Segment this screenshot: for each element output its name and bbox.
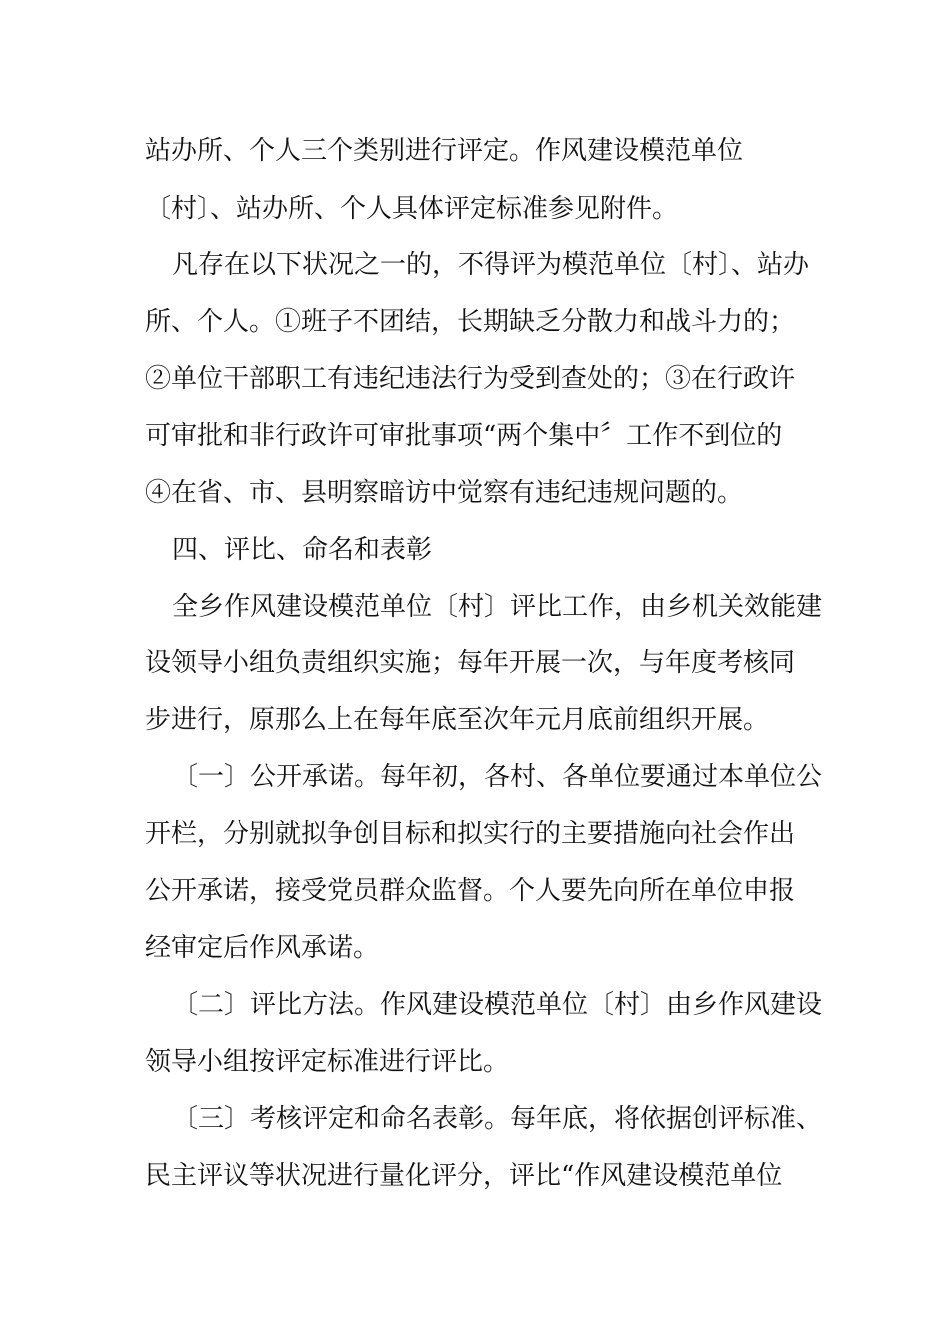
text-line: 可审批和非行政许可审批事项“两个集中〞工作不到位的 bbox=[145, 421, 783, 451]
text-line: 经审定后作风承诺。 bbox=[145, 933, 380, 963]
text-line: ②单位干部职工有违纪违法行为受到查处的；③在行政许 bbox=[145, 364, 796, 394]
paragraph-start-line: 凡存在以下状况之一的，不得评为模范单位〔村〕、站办 bbox=[172, 250, 810, 280]
text-line: 设领导小组负责组织实施；每年开展一次，与年度考核同 bbox=[145, 648, 796, 678]
text-line: 站办所、个人三个类别进行评定。作风建设模范单位 bbox=[145, 136, 744, 166]
paragraph-start-line: 〔二〕评比方法。作风建设模范单位〔村〕由乡作风建设 bbox=[172, 990, 823, 1020]
text-line: 所、个人。①班子不团结，长期缺乏分散力和战斗力的； bbox=[145, 307, 796, 337]
text-line: 领导小组按评定标准进行评比。 bbox=[145, 1047, 510, 1077]
paragraph-start-line: 〔三〕考核评定和命名表彰。每年底，将依据创评标准、 bbox=[172, 1104, 823, 1134]
text-line: 民主评议等状况进行量化评分，评比“作风建设模范单位 bbox=[145, 1161, 783, 1191]
text-line: 〔村〕、站办所、个人具体评定标准参见附件。 bbox=[145, 194, 679, 224]
text-line: ④在省、市、县明察暗访中觉察有违纪违规问题的。 bbox=[145, 478, 744, 508]
paragraph-start-line: 〔一〕公开承诺。每年初，各村、各单位要通过本单位公 bbox=[172, 762, 823, 792]
paragraph-start-line: 全乡作风建设模范单位〔村〕评比工作，由乡机关效能建 bbox=[172, 592, 823, 622]
text-line: 开栏，分别就拟争创目标和拟实行的主要措施向社会作出 bbox=[145, 819, 796, 849]
section-heading: 四、评比、命名和表彰 bbox=[172, 535, 433, 565]
text-line: 步进行，原那么上在每年底至次年元月底前组织开展。 bbox=[145, 705, 770, 735]
text-line: 公开承诺，接受党员群众监督。个人要先向所在单位申报 bbox=[145, 876, 796, 906]
